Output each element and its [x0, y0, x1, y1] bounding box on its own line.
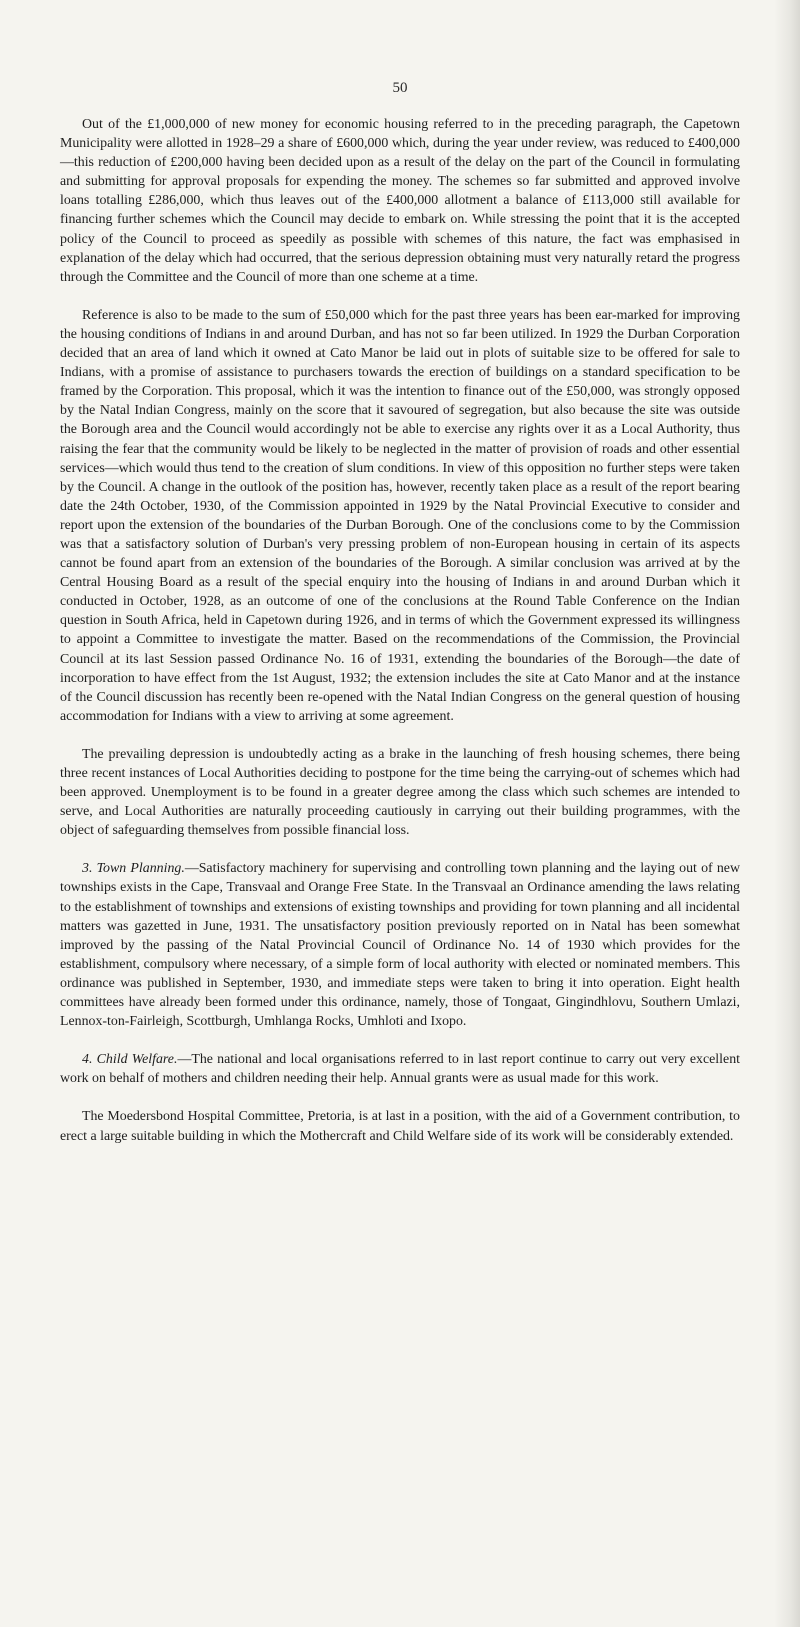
paragraph-text: Out of the £1,000,000 of new money for economic housing referred to in the preceding paragraph, the Capetown Municipality were allotted in 1928–29 a share of £600,000 which, during the year under review, was reduced to £400,000—this reduction of £200,000 having been decided upon as a result of the delay on the part of the Council in formulating and submitting for approval proposals for expending the money. The schemes so far submitted and approved involve loans totalling £286,000, which thus leaves out of the £400,000 allotment a balance of £113,000 still available for financing further schemes which the Council may decide to embark on. While stressing the point that it is the accepted policy of the Council to proceed as speedily as possible with schemes of this nature, the fact was emphasised in explanation of the delay which had occurred, that the serious depression obtaining must very naturally retard the progress through the Committee and the Council of more than one scheme at a time.	[60, 117, 740, 285]
paragraph-housing-durban	[60, 306, 740, 726]
page-body	[60, 115, 740, 1146]
paragraph-depression	[60, 745, 740, 840]
paragraph-housing-capetown	[60, 115, 740, 287]
page-number: 50	[392, 80, 408, 96]
paragraph-text: Reference is also to be made to the sum of £50,000 which for the past three years has been ear-marked for improving the housing conditions of Indians in and around Durban, and has not so far been utilized. In 1929 the Durban Corporation decided that an area of land which it owned at Cato Manor be laid out in plots of suitable size to be offered for sale to Indians, with a promise of assistance to purchasers towards the erection of buildings on a standard specification to be framed by the Corporation. This proposal, which it was the intention to finance out of the £50,000, was strongly opposed by the Natal Indian Congress, mainly on the score that it savoured of segregation, but also because the site was outside the Borough area and the Council would accordingly not be able to exercise any rights over it as a Local Authority, thus raising the fear that the community would be likely to be neglected in the matter of provision of roads and other essential services—which would thus tend to the creation of slum conditions. In view of this opposition no further steps were taken by the Council. A change in the outlook of the position has, however, recently taken place as a result of the report bearing date the 24th October, 1930, of the Commission appointed in 1929 by the Natal Provincial Executive to consider and report upon the extension of the boundaries of the Durban Borough. One of the conclusions come to by the Commission was that a satisfactory solution of Durban's very pressing problem of non-European housing in certain of its aspects cannot be found apart from an extension of the boundaries of the Borough. A similar conclusion was arrived at by the Central Housing Board as a result of the special enquiry into the housing of Indians in and around Durban which it conducted in October, 1928, as an outcome of one of the conclusions at the Round Table Conference on the Indian question in South Africa, held in Capetown during 1926, and in terms of which the Government expressed its willingness to appoint a Committee to investigate the matter. Based on the recommendations of the Commission, the Provincial Council at its last Session passed Ordinance No. 16 of 1931, extending the boundaries of the Borough—the date of incorporation to have effect from the 1st August, 1932; the extension includes the site at Cato Manor and at the instance of the Council discussion has recently been re-opened with the Natal Indian Congress on the general question of housing accommodation for Indians with a view to arriving at some agreement.	[60, 307, 740, 724]
paragraph-town-planning	[60, 859, 740, 1031]
paragraph-text: —The national and local organisations referred to in last report continue to carry out very excellent work on behalf of mothers and children needing their help. Annual grants were as usual made for this work.	[60, 1052, 741, 1087]
paragraph-moedersbond	[60, 1107, 740, 1145]
paragraph-child-welfare	[60, 1050, 740, 1088]
paragraph-text: —Satisfactory machinery for supervising and controlling town planning and the laying out of new townships exists in the Cape, Transvaal and Orange Free State. In the Transvaal an Ordinance amending the laws relating to the establishment of townships and extensions of existing townships and providing for town planning and all incidental matters was gazetted in June, 1931. The unsatisfactory position previously reported on in Natal has been somewhat improved by the passing of the Natal Provincial Council of Ordinance No. 14 of 1930 which provides for the establishment, compulsory where necessary, of a simple form of local authority with elected or nominated members. This ordinance was published in September, 1930, and immediate steps were taken to bring it into operation. Eight health committees have already been formed under this ordinance, namely, those of Tongaat, Gingindhlovu, Southern Umlazi, Lennox-ton-Fairleigh, Scottburgh, Umhlanga Rocks, Umhloti and Ixopo.	[60, 861, 741, 1030]
section-heading-town-planning: 3. Town Planning.	[82, 861, 185, 877]
paragraph-text: The Moedersbond Hospital Committee, Pretoria, is at last in a position, with the aid of a Government contribution, to erect a large suitable building in which the Mothercraft and Child Welfare side of its work will be considerably extended.	[60, 1109, 740, 1144]
section-heading-child-welfare: 4. Child Welfare.	[82, 1052, 178, 1068]
page-edge-shadow	[774, 0, 800, 1627]
paragraph-text: The prevailing depression is undoubtedly acting as a brake in the launching of fresh housing schemes, there being three recent instances of Local Authorities deciding to postpone for the time being the carrying-out of schemes which had been approved. Unemployment is to be found in a greater degree among the class which such schemes are intended to serve, and Local Authorities are naturally proceeding cautiously in carrying out their building programmes, with the object of safeguarding themselves from possible financial loss.	[60, 746, 740, 839]
